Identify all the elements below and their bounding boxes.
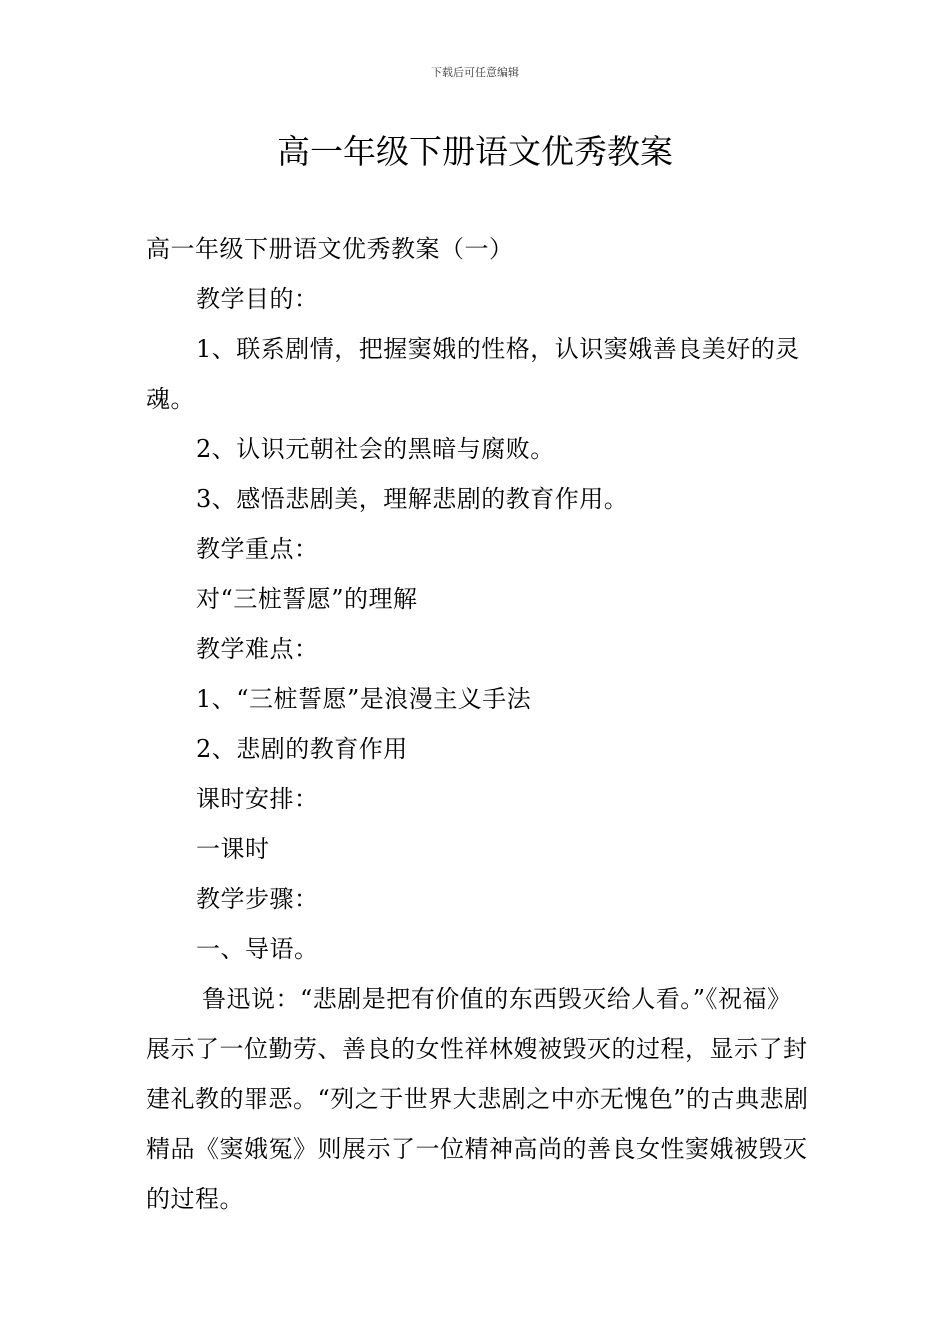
- paragraph-difficulty-1: 1、“三桩誓愿”是浪漫主义手法: [196, 685, 532, 713]
- paragraph-difficulties-label: 教学难点：: [196, 635, 319, 663]
- document-body: [146, 224, 810, 1224]
- paragraph-introduction: 鲁迅说：“悲剧是把有价值的东西毁灭给人看。”《祝福》展示了一位勤劳、善良的女性祥林嫂被毁灭的过程，显示了封建礼教的罪恶。“列之于世界大悲剧之中亦无愧色”的古典悲剧精品《窦娥冤》则展示了一位精神高尚的善良女性窦娥被毁灭的过程。: [146, 985, 809, 1213]
- paragraph-step-1: 一、导语。: [196, 935, 319, 963]
- paragraph-goal-2: 2、认识元朝社会的黑暗与腐败。: [196, 435, 555, 463]
- paragraph-key-point: 对“三桩誓愿”的理解: [196, 585, 418, 613]
- paragraph-schedule-label: 课时安排：: [196, 785, 319, 813]
- paragraph-teaching-goals-label: 教学目的：: [196, 285, 319, 313]
- paragraph-key-points-label: 教学重点：: [196, 535, 319, 563]
- paragraph-schedule: 一课时: [196, 835, 270, 863]
- document-title: 高一年级下册语文优秀教案: [277, 132, 673, 171]
- section-heading: 高一年级下册语文优秀教案（一）: [146, 235, 514, 263]
- paragraph-steps-label: 教学步骤：: [196, 885, 319, 913]
- header-note: 下载后可任意编辑: [431, 66, 519, 79]
- paragraph-goal-1: 1、联系剧情，把握窦娥的性格，认识窦娥善良美好的灵魂。: [146, 335, 800, 413]
- paragraph-difficulty-2: 2、悲剧的教育作用: [196, 735, 408, 763]
- paragraph-goal-3: 3、感悟悲剧美，理解悲剧的教育作用。: [196, 485, 629, 513]
